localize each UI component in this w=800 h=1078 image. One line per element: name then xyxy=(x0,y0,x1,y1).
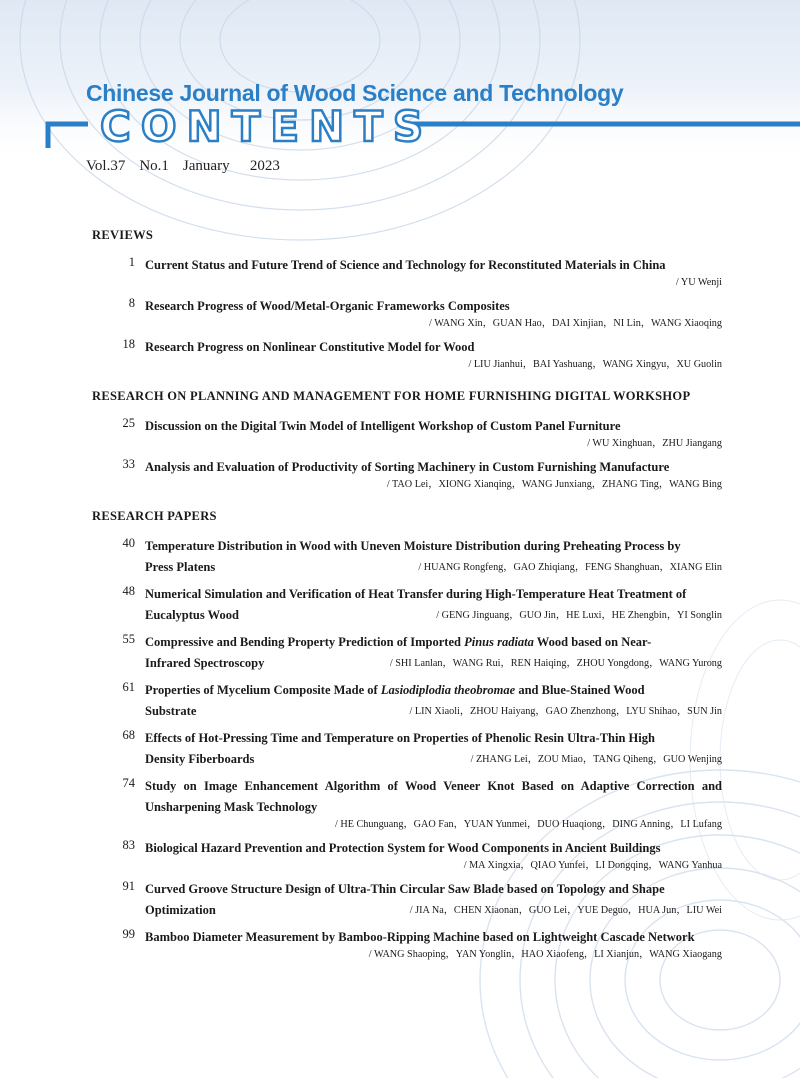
page-number: 8 xyxy=(128,296,135,310)
article-authors: / WANG Shaoping，YAN Yonglin，HAO Xiaofeng，LI Xianjun，WANG Xiaogang xyxy=(368,949,722,960)
toc-entry[interactable] xyxy=(92,776,722,832)
toc-entry[interactable] xyxy=(92,838,722,873)
toc-entry[interactable] xyxy=(92,536,722,578)
article-authors: / HUANG Rongfeng，GAO Zhiqiang，FENG Shanghuan，XIANG Elin xyxy=(418,562,722,573)
section-reviews xyxy=(92,228,722,372)
page-number: 55 xyxy=(122,632,135,646)
page-number: 83 xyxy=(122,838,135,852)
article-title: Current Status and Future Trend of Science and Technology for Reconstituted Materials in China xyxy=(145,258,666,272)
species-name: Lasiodiplodia theobromae xyxy=(380,683,516,697)
article-title: Analysis and Evaluation of Productivity of Sorting Machinery in Custom Furnishing Manufacture xyxy=(145,460,670,474)
page-number: 18 xyxy=(122,337,135,351)
article-title: Curved Groove Structure Design of Ultra-Thin Circular Saw Blade based on Topology and Shape Optimization / JIA Na，CHEN Xiaonan，GUO Lei，YUE Deguo，HUA Jun，LIU Wei xyxy=(145,879,722,921)
article-title: Numerical Simulation and Verification of Heat Transfer during High-Temperature Heat Treatment of Eucalyptus Wood / GENG Jinguang，GUO Jin，HE Luxi，HE Zhengbin，YI Songlin xyxy=(145,584,722,626)
toc-entry[interactable] xyxy=(92,879,722,921)
page-number: 68 xyxy=(122,728,135,742)
journal-title: Chinese Journal of Wood Science and Technology xyxy=(86,80,624,106)
article-authors: / WU Xinghuan，ZHU Jiangang xyxy=(587,438,722,449)
article-authors: / TAO Lei，XIONG Xianqing，WANG Junxiang，ZHANG Ting，WANG Bing xyxy=(386,479,722,490)
page-number: 25 xyxy=(122,416,135,430)
article-authors: / GENG Jinguang，GUO Jin，HE Luxi，HE Zhengbin，YI Songlin xyxy=(436,610,722,621)
issue-date: January 2023 xyxy=(182,158,280,174)
toc-entry[interactable] xyxy=(92,680,722,722)
volume: Vol.37 xyxy=(86,158,126,174)
toc-entry[interactable] xyxy=(92,416,722,451)
article-title: Research Progress of Wood/Metal-Organic Frameworks Composites xyxy=(145,299,510,313)
section-digital-workshop xyxy=(92,389,722,492)
article-authors: / LIN Xiaoli，ZHOU Haiyang，GAO Zhenzhong，LYU Shihao，SUN Jin xyxy=(409,706,722,717)
species-name: Pinus radiata xyxy=(464,635,534,649)
section-title: RESEARCH PAPERS xyxy=(92,509,217,523)
article-title: Research Progress on Nonlinear Constitutive Model for Wood xyxy=(145,340,475,354)
contents-heading: CONTENTS xyxy=(100,102,434,151)
toc-entry[interactable] xyxy=(92,728,722,770)
page-number: 74 xyxy=(122,776,135,790)
page-number: 33 xyxy=(122,457,135,471)
article-authors: / YU Wenji xyxy=(675,277,722,288)
toc-entry[interactable] xyxy=(92,457,722,492)
article-title: Properties of Mycelium Composite Made of Lasiodiplodia theobromae and Blue-Stained Wood Substrate / LIN Xiaoli，ZHOU Haiyang，GAO Zhenzhong，LYU Shihao，SUN Jin xyxy=(145,680,722,722)
section-title: REVIEWS xyxy=(92,228,154,242)
article-authors: / WANG Xin，GUAN Hao，DAI Xinjian，NI Lin，WANG Xiaoqing xyxy=(429,318,722,329)
section-title: RESEARCH ON PLANNING AND MANAGEMENT FOR HOME FURNISHING DIGITAL WORKSHOP xyxy=(92,389,691,403)
article-title: Study on Image Enhancement Algorithm of Wood Veneer Knot Based on Adaptive Correction and Unsharpening Mask Technology xyxy=(145,779,722,814)
article-title: Bamboo Diameter Measurement by Bamboo-Ripping Machine based on Lightweight Cascade Network xyxy=(145,930,695,944)
toc-entry[interactable] xyxy=(92,296,722,331)
article-title: Biological Hazard Prevention and Protection System for Wood Components in Ancient Buildings xyxy=(145,841,661,855)
page-number: 48 xyxy=(122,584,135,598)
page-number: 1 xyxy=(128,255,135,269)
page-number: 61 xyxy=(122,680,135,694)
page-number: 40 xyxy=(122,536,135,550)
issue-info xyxy=(86,158,294,175)
table-of-contents xyxy=(92,228,722,979)
toc-entry[interactable] xyxy=(92,927,722,962)
article-title: Temperature Distribution in Wood with Uneven Moisture Distribution during Preheating Process by Press Platens / HUANG Rongfeng，GAO Zhiqiang，FENG Shanghuan，XIANG Elin xyxy=(145,536,722,578)
article-authors: / MA Xingxia，QIAO Yunfei，LI Dongqing，WANG Yanhua xyxy=(463,860,722,871)
toc-entry[interactable] xyxy=(92,632,722,674)
article-title: Effects of Hot-Pressing Time and Temperature on Properties of Phenolic Resin Ultra-Thin High Density Fiberboards / ZHANG Lei，ZOU Miao，TANG Qiheng，GUO Wenjing xyxy=(145,728,722,770)
toc-entry[interactable] xyxy=(92,584,722,626)
article-authors: / HE Chunguang，GAO Fan，YUAN Yunmei，DUO Huaqiong，DING Anning，LI Lufang xyxy=(335,819,722,830)
article-title: Compressive and Bending Property Prediction of Imported Pinus radiata Wood based on Near- Infrared Spectroscopy / SHI Lanlan，WANG Rui，REN Haiqing，ZHOU Yongdong，WANG Yurong xyxy=(145,632,722,674)
section-research-papers xyxy=(92,509,722,962)
page-number: 91 xyxy=(122,879,135,893)
article-authors: / SHI Lanlan，WANG Rui，REN Haiqing，ZHOU Yongdong，WANG Yurong xyxy=(389,658,722,669)
page-number: 99 xyxy=(122,927,135,941)
article-authors: / LIU Jianhui，BAI Yashuang，WANG Xingyu，XU Guolin xyxy=(468,359,722,370)
article-authors: / JIA Na，CHEN Xiaonan，GUO Lei，YUE Deguo，HUA Jun，LIU Wei xyxy=(409,905,722,916)
number: No.1 xyxy=(139,158,169,174)
article-title: Discussion on the Digital Twin Model of Intelligent Workshop of Custom Panel Furniture xyxy=(145,419,621,433)
article-authors: / ZHANG Lei，ZOU Miao，TANG Qiheng，GUO Wenjing xyxy=(470,754,722,765)
toc-entry[interactable] xyxy=(92,337,722,372)
toc-entry[interactable] xyxy=(92,255,722,290)
